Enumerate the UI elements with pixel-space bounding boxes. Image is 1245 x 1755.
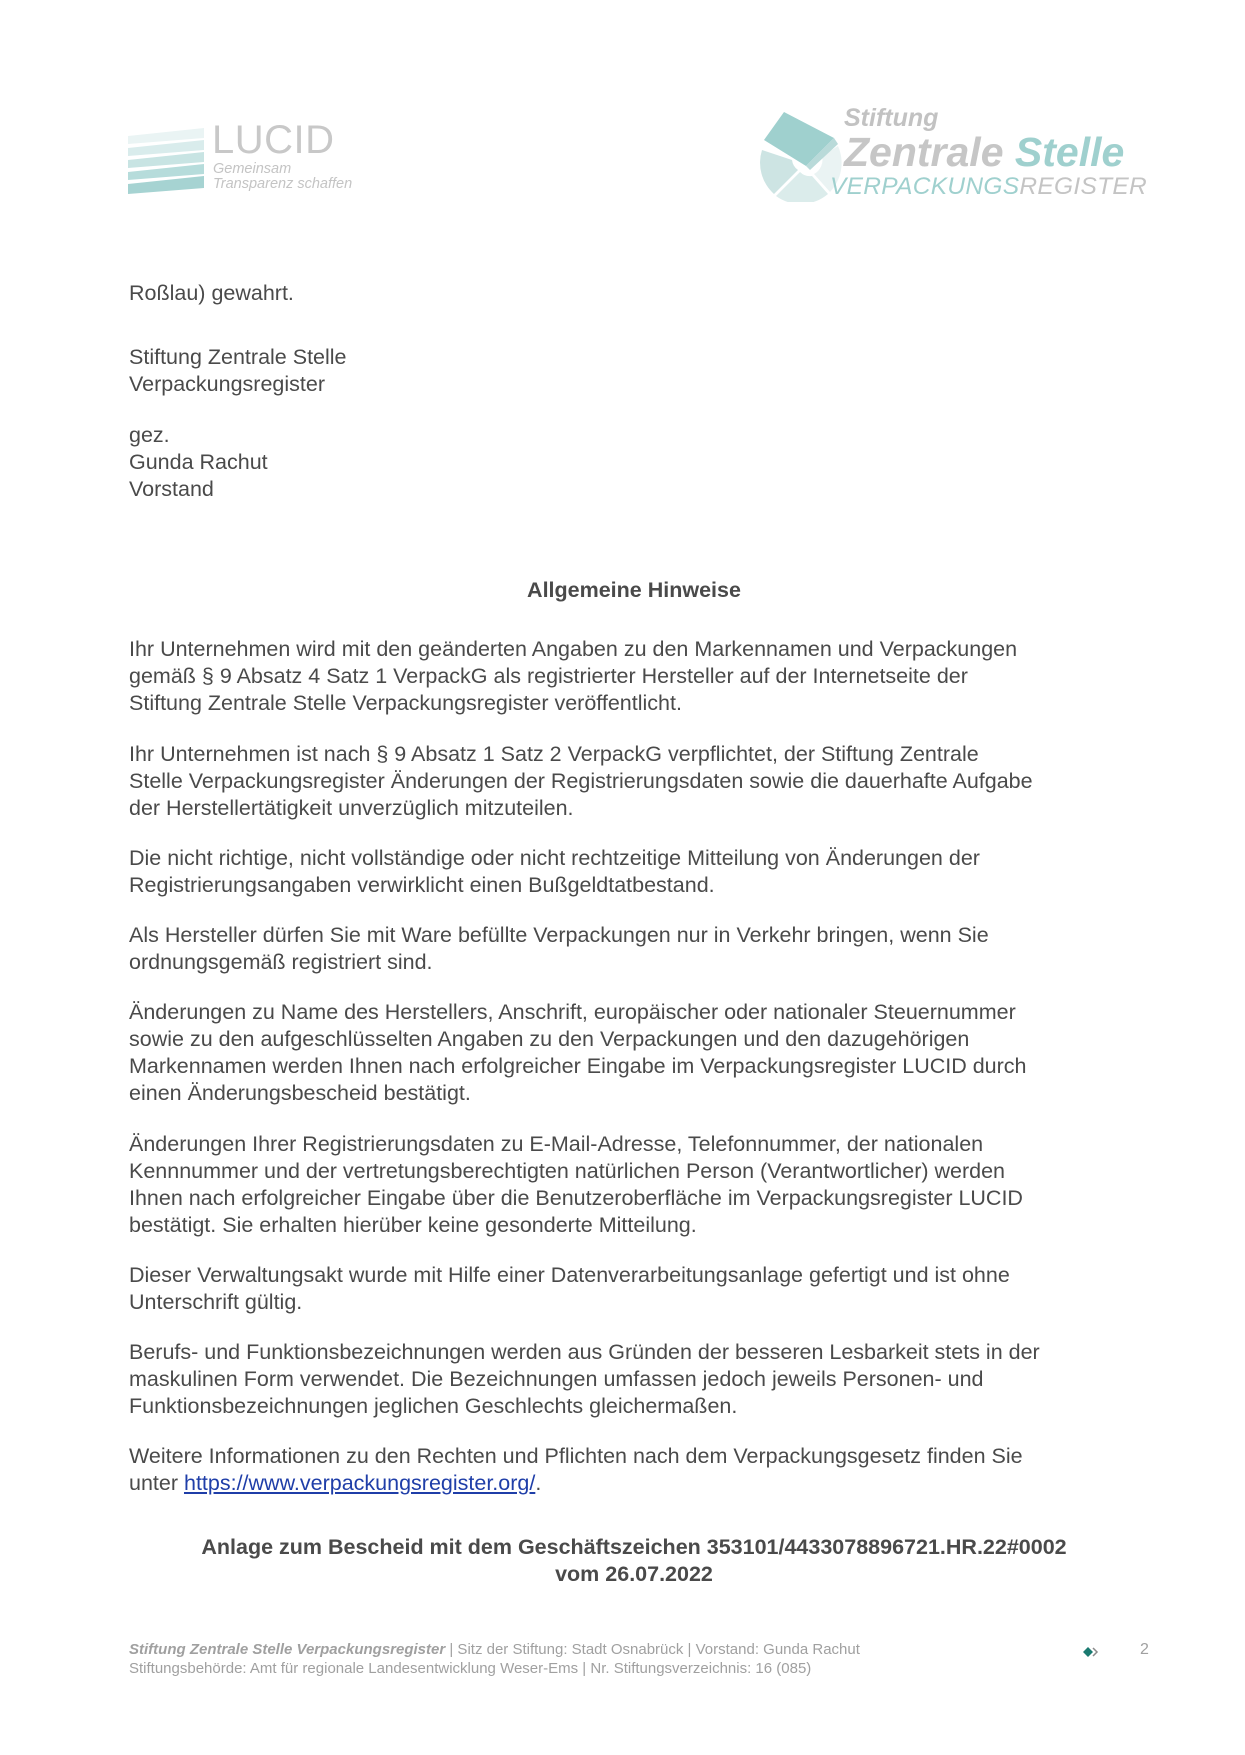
paragraph-automated: Dieser Verwaltungsakt wurde mit Hilfe einer Datenverarbeitungsanlage gefertigt und ist ohne Unterschrift gültig. [129, 1263, 1010, 1314]
zsvr-zentrale: Zentrale [844, 129, 1004, 175]
continuation-text: Roßlau) gewahrt. [129, 281, 294, 305]
paragraph-registration-required: Als Hersteller dürfen Sie mit Ware befüllte Verpackungen nur in Verkehr bringen, wenn Sie ordnungsgemäß registriert sind. [129, 923, 989, 974]
paragraph-publication: Ihr Unternehmen wird mit den geänderten Angaben zu den Markennamen und Verpackungen gemäß § 9 Absatz 4 Satz 1 VerpackG als registrierter Hersteller auf der Internetseite der Stiftung Zentrale Stelle Verpackungsregister veröffentlicht. [129, 637, 1018, 715]
lucid-tagline-line2: Transparenz schaffen [213, 176, 353, 192]
section-heading: Allgemeine Hinweise [527, 578, 741, 602]
paragraph-obligation: Ihr Unternehmen ist nach § 9 Absatz 1 Satz 2 VerpackG verpflichtet, der Stiftung Zentrale Stelle Verpackungsregister Änderungen der Registrierungsdaten sowie die dauerhafte Aufgabe der Herstellertätigkeit unverzüglich mitzuteilen. [129, 742, 1033, 820]
organization-block [129, 344, 1139, 398]
zsvr-verpackungsregister-text [830, 174, 1147, 200]
page-footer [129, 1640, 1159, 1678]
page-number: 2 [1140, 1641, 1149, 1658]
attachment-reference [129, 1534, 1139, 1588]
paragraph-fine: Die nicht richtige, nicht vollständige oder nicht rechtzeitige Mitteilung von Änderungen der Registrierungsangaben verwirklicht einen Bußgeldtatbestand. [129, 846, 980, 897]
lucid-logo [128, 120, 388, 200]
paragraph-data-changes: Änderungen Ihrer Registrierungsdaten zu E-Mail-Adresse, Telefonnummer, der nationalen Kennnummer und der vertretungsberechtigten natürlichen Person (Verantwortlicher) werden Ihnen nach erfolgreicher Eingabe über die Benutzeroberfläche im Verpackungsregister LUCID bestätigt. Sie erhalten hierüber keine gesonderte Mitteilung. [129, 1132, 1023, 1237]
paragraph-more-info: Weitere Informationen zu den Rechten und Pflichten nach dem Verpackungsgesetz finden Sie unter https://www.verpackungsregister.org/. [129, 1444, 1023, 1495]
footer-brand: Stiftung Zentrale Stelle Verpackungsregister [129, 1641, 446, 1658]
zsvr-stelle: Stelle [1014, 129, 1125, 175]
signed-marker: gez. [129, 423, 170, 447]
next-page-diamond-icon[interactable] [1083, 1646, 1099, 1658]
attachment-line-2: vom 26.07.2022 [555, 1562, 713, 1586]
zsvr-register: REGISTER [1019, 173, 1147, 200]
website-link[interactable]: https://www.verpackungsregister.org/ [183, 1471, 536, 1495]
signer-role: Vorstand [129, 477, 214, 501]
layer-stack-icon [128, 128, 204, 196]
zsvr-zentrale-stelle-text [844, 130, 1124, 174]
paragraph-gender-note: Berufs- und Funktionsbezeichnungen werden aus Gründen der besseren Lesbarkeit stets in der maskulinen Form verwendet. Die Bezeichnungen umfassen jedoch jeweils Personen- und Funktionsbezeichnungen jeglichen Geschlechts gleichermaßen. [129, 1340, 1040, 1418]
paragraph-change-notice: Änderungen zu Name des Herstellers, Anschrift, europäischer oder nationaler Steuernummer sowie zu den aufgeschlüsselten Angaben zu den Verpackungen und den dazugehörigen Markennamen werden Ihnen nach erfolgreicher Eingabe im Verpackungsregister LUCID durch einen Änderungsbescheid bestätigt. [129, 1000, 1027, 1105]
org-line-2: Verpackungsregister [129, 372, 325, 396]
attachment-line-1: Anlage zum Bescheid mit dem Geschäftszeichen 353101/4433078896721.HR.22#0002 [201, 1535, 1067, 1559]
org-line-1: Stiftung Zentrale Stelle [129, 345, 347, 369]
zsvr-verpackungs: VERPACKUNGS [830, 173, 1020, 200]
lucid-tagline-line1: Gemeinsam [213, 161, 292, 177]
zsvr-stiftung-text: Stiftung [844, 104, 939, 132]
lucid-wordmark: LUCID [212, 118, 335, 162]
zsvr-logo [752, 104, 1172, 204]
footer-line1: | Sitz der Stiftung: Stadt Osnabrück | Vorstand: Gunda Rachut [445, 1641, 860, 1658]
signature-block [129, 422, 1139, 503]
footer-line2: Stiftungsbehörde: Amt für regionale Landesentwicklung Weser-Ems | Nr. Stiftungsverzeichnis: 16 (085) [129, 1660, 812, 1677]
signer-name: Gunda Rachut [129, 450, 268, 474]
